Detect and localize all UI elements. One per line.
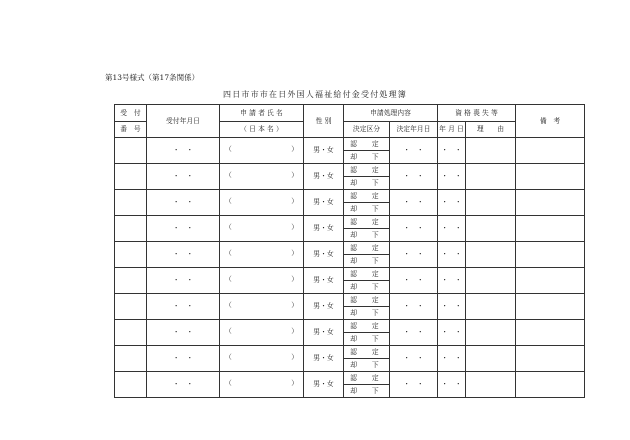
- reception-date-dots: ・ ・: [172, 250, 194, 259]
- paren-open: （: [225, 171, 232, 179]
- reception-no-cell[interactable]: [115, 138, 147, 164]
- reception-no-cell[interactable]: [115, 268, 147, 294]
- remarks-cell[interactable]: [516, 346, 585, 372]
- table-row: [115, 216, 585, 229]
- decision-approve-label: 認 定: [350, 217, 383, 226]
- decision-reject-cell[interactable]: [344, 385, 390, 398]
- decision-date-cell[interactable]: [390, 164, 438, 190]
- decision-date-cell[interactable]: [390, 294, 438, 320]
- loss-date-cell[interactable]: [438, 346, 466, 372]
- decision-date-cell[interactable]: [390, 268, 438, 294]
- reception-no-cell[interactable]: [115, 346, 147, 372]
- table-row: [115, 190, 585, 203]
- paren-open: （: [225, 145, 232, 153]
- reception-no-cell[interactable]: [115, 294, 147, 320]
- loss-date-cell[interactable]: [438, 138, 466, 164]
- gender-options: 男・女: [313, 302, 334, 311]
- applicant-name-cell[interactable]: [220, 320, 304, 346]
- paren-close: ）: [291, 353, 298, 361]
- gender-cell[interactable]: [304, 190, 344, 216]
- paren-close: ）: [291, 145, 298, 153]
- header-applicant-name-top: 申 請 者 氏 名: [220, 105, 304, 122]
- loss-date-dots: ・ ・: [441, 146, 462, 155]
- loss-date-dots: ・ ・: [441, 354, 462, 363]
- reception-date-dots: ・ ・: [172, 172, 194, 181]
- loss-reason-cell[interactable]: [466, 346, 516, 372]
- decision-date-dots: ・ ・: [403, 172, 424, 181]
- paren-open: （: [225, 223, 232, 231]
- loss-reason-cell[interactable]: [466, 268, 516, 294]
- decision-approve-cell[interactable]: [344, 164, 390, 177]
- paren-open: （: [225, 249, 232, 257]
- decision-date-dots: ・ ・: [403, 146, 424, 155]
- applicant-name-cell[interactable]: [220, 346, 304, 372]
- reception-date-dots: ・ ・: [172, 198, 194, 207]
- loss-reason-cell[interactable]: [466, 216, 516, 242]
- loss-date-dots: ・ ・: [441, 250, 462, 259]
- header-gender: 性 別: [304, 105, 344, 138]
- loss-reason-cell[interactable]: [466, 164, 516, 190]
- remarks-cell[interactable]: [516, 164, 585, 190]
- decision-approve-label: 認 定: [350, 243, 383, 252]
- decision-date-dots: ・ ・: [403, 328, 424, 337]
- gender-options: 男・女: [313, 172, 334, 181]
- loss-date-cell[interactable]: [438, 190, 466, 216]
- table-row: [115, 320, 585, 333]
- gender-cell[interactable]: [304, 346, 344, 372]
- decision-reject-label: 却 下: [350, 282, 383, 291]
- decision-date-dots: ・ ・: [403, 250, 424, 259]
- decision-approve-label: 認 定: [350, 139, 383, 148]
- decision-reject-label: 却 下: [350, 178, 383, 187]
- paren-open: （: [225, 275, 232, 283]
- decision-date-dots: ・ ・: [403, 198, 424, 207]
- reception-date-cell[interactable]: [147, 346, 220, 372]
- table-row: [115, 372, 585, 385]
- decision-approve-cell[interactable]: [344, 268, 390, 281]
- gender-options: 男・女: [313, 380, 334, 389]
- reception-no-cell[interactable]: [115, 320, 147, 346]
- gender-options: 男・女: [313, 276, 334, 285]
- decision-reject-label: 却 下: [350, 152, 383, 161]
- decision-reject-cell[interactable]: [344, 255, 390, 268]
- header-processing: 申請処理内容: [344, 105, 438, 122]
- reception-date-dots: ・ ・: [172, 380, 194, 389]
- decision-reject-cell[interactable]: [344, 203, 390, 216]
- reception-no-cell[interactable]: [115, 164, 147, 190]
- decision-reject-label: 却 下: [350, 204, 383, 213]
- decision-approve-cell[interactable]: [344, 320, 390, 333]
- gender-options: 男・女: [313, 146, 334, 155]
- header-decision-date: 決定年月日: [390, 122, 438, 138]
- decision-reject-cell[interactable]: [344, 359, 390, 372]
- remarks-cell[interactable]: [516, 320, 585, 346]
- gender-cell[interactable]: [304, 216, 344, 242]
- loss-date-dots: ・ ・: [441, 276, 462, 285]
- gender-options: 男・女: [313, 224, 334, 233]
- table-row: [115, 138, 585, 151]
- decision-date-cell[interactable]: [390, 190, 438, 216]
- paren-close: ）: [291, 197, 298, 205]
- gender-cell[interactable]: [304, 138, 344, 164]
- decision-date-dots: ・ ・: [403, 224, 424, 233]
- applicant-name-cell[interactable]: [220, 268, 304, 294]
- reception-date-dots: ・ ・: [172, 146, 194, 155]
- reception-date-cell[interactable]: [147, 372, 220, 398]
- decision-approve-label: 認 定: [350, 347, 383, 356]
- loss-date-cell[interactable]: [438, 216, 466, 242]
- loss-reason-cell[interactable]: [466, 294, 516, 320]
- loss-date-cell[interactable]: [438, 320, 466, 346]
- gender-cell[interactable]: [304, 372, 344, 398]
- applicant-name-cell[interactable]: [220, 294, 304, 320]
- loss-reason-cell[interactable]: [466, 372, 516, 398]
- reception-date-dots: ・ ・: [172, 328, 194, 337]
- decision-reject-label: 却 下: [350, 230, 383, 239]
- decision-approve-cell[interactable]: [344, 346, 390, 359]
- header-remarks: 備 考: [516, 105, 585, 138]
- paren-open: （: [225, 327, 232, 335]
- loss-reason-cell[interactable]: [466, 242, 516, 268]
- loss-date-dots: ・ ・: [441, 198, 462, 207]
- header-reception-date: 受付年月日: [147, 105, 220, 138]
- remarks-cell[interactable]: [516, 294, 585, 320]
- loss-date-dots: ・ ・: [441, 328, 462, 337]
- applicant-name-cell[interactable]: [220, 164, 304, 190]
- gender-options: 男・女: [313, 354, 334, 363]
- table-row: [115, 268, 585, 281]
- remarks-cell[interactable]: [516, 242, 585, 268]
- paren-close: ）: [291, 301, 298, 309]
- header-decision-type: 決定区分: [344, 122, 390, 138]
- header-reception-no-bottom: 番 号: [115, 122, 147, 138]
- loss-date-cell[interactable]: [438, 268, 466, 294]
- decision-approve-label: 認 定: [350, 373, 383, 382]
- decision-reject-cell[interactable]: [344, 333, 390, 346]
- remarks-cell[interactable]: [516, 138, 585, 164]
- decision-date-cell[interactable]: [390, 242, 438, 268]
- decision-approve-label: 認 定: [350, 165, 383, 174]
- loss-reason-cell[interactable]: [466, 190, 516, 216]
- loss-date-dots: ・ ・: [441, 302, 462, 311]
- decision-approve-cell[interactable]: [344, 190, 390, 203]
- decision-date-cell[interactable]: [390, 320, 438, 346]
- reception-date-cell[interactable]: [147, 138, 220, 164]
- paren-close: ）: [291, 327, 298, 335]
- header-applicant-name-bottom: （ 日 本 名 ）: [220, 122, 304, 138]
- reception-date-dots: ・ ・: [172, 302, 194, 311]
- decision-date-cell[interactable]: [390, 346, 438, 372]
- decision-date-cell[interactable]: [390, 138, 438, 164]
- decision-approve-label: 認 定: [350, 295, 383, 304]
- reception-date-dots: ・ ・: [172, 276, 194, 285]
- decision-date-dots: ・ ・: [403, 276, 424, 285]
- decision-reject-label: 却 下: [350, 334, 383, 343]
- paren-open: （: [225, 197, 232, 205]
- table-row: [115, 164, 585, 177]
- remarks-cell[interactable]: [516, 190, 585, 216]
- reception-register-table: [114, 104, 585, 398]
- applicant-name-cell[interactable]: [220, 216, 304, 242]
- table-row: [115, 346, 585, 359]
- decision-date-dots: ・ ・: [403, 302, 424, 311]
- paren-open: （: [225, 379, 232, 387]
- gender-cell[interactable]: [304, 320, 344, 346]
- paren-close: ）: [291, 379, 298, 387]
- document-title: 四日市市市在日外国人福祉給付金受付処理簿: [223, 90, 407, 99]
- table-row: [115, 242, 585, 255]
- reception-date-cell[interactable]: [147, 320, 220, 346]
- header-loss-date: 年 月 日: [438, 122, 466, 138]
- decision-approve-cell[interactable]: [344, 138, 390, 151]
- reception-date-cell[interactable]: [147, 216, 220, 242]
- gender-options: 男・女: [313, 250, 334, 259]
- remarks-cell[interactable]: [516, 216, 585, 242]
- reception-no-cell[interactable]: [115, 190, 147, 216]
- decision-date-cell[interactable]: [390, 216, 438, 242]
- decision-approve-label: 認 定: [350, 191, 383, 200]
- decision-reject-cell[interactable]: [344, 229, 390, 242]
- reception-no-cell[interactable]: [115, 372, 147, 398]
- reception-date-cell[interactable]: [147, 242, 220, 268]
- decision-date-dots: ・ ・: [403, 380, 424, 389]
- loss-date-cell[interactable]: [438, 242, 466, 268]
- reception-date-cell[interactable]: [147, 164, 220, 190]
- decision-approve-cell[interactable]: [344, 242, 390, 255]
- decision-reject-cell[interactable]: [344, 151, 390, 164]
- paren-close: ）: [291, 249, 298, 257]
- loss-reason-cell[interactable]: [466, 320, 516, 346]
- gender-options: 男・女: [313, 328, 334, 337]
- loss-date-cell[interactable]: [438, 164, 466, 190]
- header-row-1: [115, 105, 585, 122]
- header-reception-no-top: 受 付: [115, 105, 147, 122]
- decision-approve-cell[interactable]: [344, 294, 390, 307]
- decision-reject-label: 却 下: [350, 386, 383, 395]
- reception-date-cell[interactable]: [147, 190, 220, 216]
- decision-approve-label: 認 定: [350, 269, 383, 278]
- applicant-name-cell[interactable]: [220, 190, 304, 216]
- loss-date-cell[interactable]: [438, 294, 466, 320]
- applicant-name-cell[interactable]: [220, 372, 304, 398]
- decision-approve-cell[interactable]: [344, 372, 390, 385]
- remarks-cell[interactable]: [516, 268, 585, 294]
- decision-reject-cell[interactable]: [344, 177, 390, 190]
- loss-date-dots: ・ ・: [441, 224, 462, 233]
- reception-no-cell[interactable]: [115, 242, 147, 268]
- decision-approve-cell[interactable]: [344, 216, 390, 229]
- gender-cell[interactable]: [304, 164, 344, 190]
- decision-date-cell[interactable]: [390, 372, 438, 398]
- paren-close: ）: [291, 275, 298, 283]
- paren-close: ）: [291, 171, 298, 179]
- table-row: [115, 294, 585, 307]
- reception-date-cell[interactable]: [147, 294, 220, 320]
- loss-date-dots: ・ ・: [441, 380, 462, 389]
- form-number: 第13号様式（第17条関係）: [105, 73, 200, 82]
- gender-options: 男・女: [313, 198, 334, 207]
- reception-date-dots: ・ ・: [172, 224, 194, 233]
- loss-reason-cell[interactable]: [466, 138, 516, 164]
- loss-date-cell[interactable]: [438, 372, 466, 398]
- reception-date-dots: ・ ・: [172, 354, 194, 363]
- header-loss-reason: 理 由: [466, 122, 516, 138]
- decision-approve-label: 認 定: [350, 321, 383, 330]
- decision-reject-label: 却 下: [350, 256, 383, 265]
- reception-no-cell[interactable]: [115, 216, 147, 242]
- paren-open: （: [225, 301, 232, 309]
- decision-reject-label: 却 下: [350, 360, 383, 369]
- decision-date-dots: ・ ・: [403, 354, 424, 363]
- decision-reject-cell[interactable]: [344, 281, 390, 294]
- applicant-name-cell[interactable]: [220, 138, 304, 164]
- applicant-name-cell[interactable]: [220, 242, 304, 268]
- header-loss: 資 格 喪 失 等: [438, 105, 516, 122]
- paren-close: ）: [291, 223, 298, 231]
- remarks-cell[interactable]: [516, 372, 585, 398]
- gender-cell[interactable]: [304, 294, 344, 320]
- loss-date-dots: ・ ・: [441, 172, 462, 181]
- decision-reject-label: 却 下: [350, 308, 383, 317]
- gender-cell[interactable]: [304, 268, 344, 294]
- paren-open: （: [225, 353, 232, 361]
- reception-date-cell[interactable]: [147, 268, 220, 294]
- decision-reject-cell[interactable]: [344, 307, 390, 320]
- gender-cell[interactable]: [304, 242, 344, 268]
